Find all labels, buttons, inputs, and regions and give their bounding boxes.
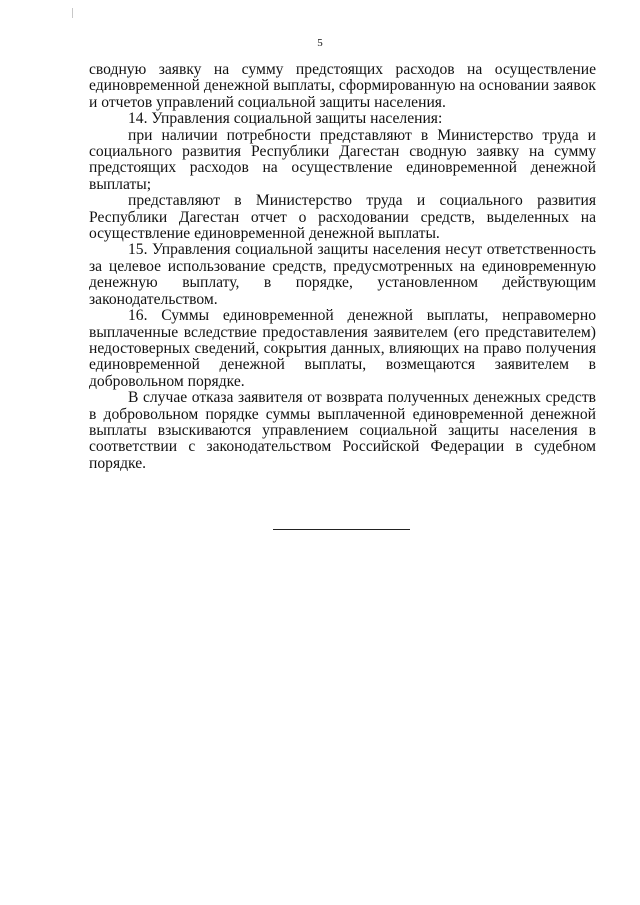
paragraph-item-14-heading: 14. Управления социальной защиты населения: [128, 110, 443, 128]
document-body [89, 62, 596, 472]
end-of-document-line [273, 529, 410, 530]
paragraph-continuation: сводную заявку на сумму предстоящих расходов на осуществление единовременной денежной выплаты, сформированную на основании заявок и отчетов управлений социальной защиты населения. [89, 61, 596, 111]
paragraph-refusal: В случае отказа заявителя от возврата полученных денежных средств в добровольном порядке суммы выплаченной единовременной денежной выплаты взыскиваются управлением социальной защиты населения в соответствии с законодательством Российской Федерации в судебном порядке. [89, 389, 596, 472]
paragraph-item-14-request: при наличии потребности представляют в Министерство труда и социального развития Республики Дагестан сводную заявку на сумму предстоящих расходов на осуществление единовременной денежной выплаты; [89, 126, 596, 193]
scan-artifact [72, 8, 73, 18]
paragraph-item-16: 16. Суммы единовременной денежной выплаты, неправомерно выплаченные вследствие предоставления заявителем (его представителем) недостоверных сведений, сокрытия данных, влияющих на право получения единовременной денежной выплаты, возмещаются заявителем в добровольном порядке. [89, 307, 596, 390]
paragraph-item-15: 15. Управления социальной защиты населения несут ответственность за целевое использование средств, предусмотренных на единовременную денежную выплату, в порядке, установленном действующим законодательством. [89, 241, 596, 308]
page-number: 5 [317, 37, 323, 49]
paragraph-item-14-report: представляют в Министерство труда и социального развития Республики Дагестан отчет о расходовании средств, выделенных на осуществление единовременной денежной выплаты. [89, 192, 596, 243]
